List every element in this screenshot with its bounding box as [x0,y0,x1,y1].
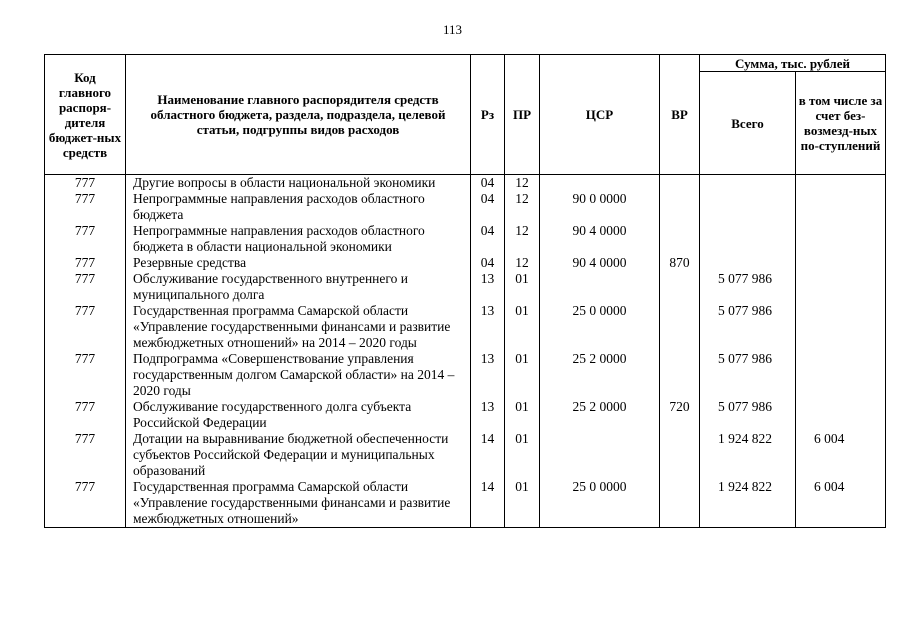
table-row [45,399,886,431]
cell-rz: 13 [471,303,505,351]
cell-free [796,255,886,271]
cell-free: 6 004 [796,431,886,479]
cell-name: Дотации на выравнивание бюджетной обеспеченности субъектов Российской Федерации и муниципальных образований [126,431,471,479]
header-amount-group: Сумма, тыс. рублей [700,55,886,72]
header-rz: Рз [471,55,505,175]
cell-rz: 13 [471,271,505,303]
cell-rz: 04 [471,223,505,255]
cell-pr: 12 [505,175,540,192]
cell-vr [660,431,700,479]
cell-total [700,223,796,255]
cell-code: 777 [45,223,126,255]
cell-rz: 13 [471,399,505,431]
table-row [45,271,886,303]
cell-csr: 25 2 0000 [540,399,660,431]
cell-name: Непрограммные направления расходов областного бюджета в области национальной экономики [126,223,471,255]
cell-name: Подпрограмма «Совершенствование управления государственным долгом Самарской области» на 2014 – 2020 годы [126,351,471,399]
cell-rz: 04 [471,175,505,192]
cell-vr: 720 [660,399,700,431]
cell-total [700,255,796,271]
table-body [45,175,886,528]
cell-code: 777 [45,255,126,271]
table-row [45,303,886,351]
cell-pr: 01 [505,271,540,303]
cell-vr [660,175,700,192]
cell-name: Резервные средства [126,255,471,271]
cell-code: 777 [45,175,126,192]
cell-name: Обслуживание государственного долга субъекта Российской Федерации [126,399,471,431]
header-name: Наименование главного распорядителя средств областного бюджета, раздела, подраздела, целевой статьи, подгруппы видов расходов [126,55,471,175]
cell-csr [540,431,660,479]
cell-total: 5 077 986 [700,399,796,431]
cell-free [796,223,886,255]
table-row [45,431,886,479]
table-row [45,223,886,255]
cell-rz: 04 [471,255,505,271]
header-free: в том числе за счет без-возмезд-ных по-ступлений [796,72,886,175]
header-code: Код главного распоря-дителя бюджет-ных средств [45,55,126,175]
cell-total: 5 077 986 [700,303,796,351]
cell-name: Непрограммные направления расходов областного бюджета [126,191,471,223]
table-row [45,175,886,192]
cell-vr [660,271,700,303]
cell-pr: 01 [505,479,540,528]
cell-vr [660,479,700,528]
cell-code: 777 [45,191,126,223]
header-total: Всего [700,72,796,175]
cell-vr [660,351,700,399]
header-vr: ВР [660,55,700,175]
cell-rz: 14 [471,479,505,528]
page-number: 113 [442,22,463,37]
cell-pr: 12 [505,223,540,255]
cell-vr: 870 [660,255,700,271]
cell-name: Государственная программа Самарской области «Управление государственными финансами и развитие межбюджетных отношений» [126,479,471,528]
cell-csr: 90 0 0000 [540,191,660,223]
budget-table [44,54,886,528]
cell-rz: 14 [471,431,505,479]
cell-pr: 01 [505,351,540,399]
cell-free [796,303,886,351]
cell-rz: 13 [471,351,505,399]
cell-total: 1 924 822 [700,479,796,528]
cell-free [796,175,886,192]
cell-code: 777 [45,431,126,479]
cell-free [796,271,886,303]
table-row [45,255,886,271]
cell-pr: 12 [505,255,540,271]
cell-csr: 90 4 0000 [540,223,660,255]
cell-csr [540,271,660,303]
table-row [45,479,886,528]
cell-free: 6 004 [796,479,886,528]
cell-vr [660,223,700,255]
cell-name: Обслуживание государственного внутреннего и муниципального долга [126,271,471,303]
cell-code: 777 [45,479,126,528]
cell-name: Другие вопросы в области национальной экономики [126,175,471,192]
cell-free [796,191,886,223]
cell-csr: 25 0 0000 [540,479,660,528]
cell-pr: 01 [505,399,540,431]
cell-csr [540,175,660,192]
header-csr: ЦСР [540,55,660,175]
cell-pr: 01 [505,303,540,351]
cell-rz: 04 [471,191,505,223]
cell-free [796,399,886,431]
table-row [45,351,886,399]
cell-total [700,191,796,223]
cell-code: 777 [45,271,126,303]
cell-vr [660,303,700,351]
cell-total: 5 077 986 [700,271,796,303]
cell-csr: 90 4 0000 [540,255,660,271]
cell-code: 777 [45,303,126,351]
table-row [45,191,886,223]
cell-pr: 01 [505,431,540,479]
cell-free [796,351,886,399]
cell-total: 1 924 822 [700,431,796,479]
cell-pr: 12 [505,191,540,223]
cell-total [700,175,796,192]
cell-code: 777 [45,351,126,399]
cell-csr: 25 2 0000 [540,351,660,399]
cell-csr: 25 0 0000 [540,303,660,351]
cell-code: 777 [45,399,126,431]
cell-vr [660,191,700,223]
cell-total: 5 077 986 [700,351,796,399]
header-pr: ПР [505,55,540,175]
cell-name: Государственная программа Самарской области «Управление государственными финансами и развитие межбюджетных отношений» на 2014 – 2020 годы [126,303,471,351]
